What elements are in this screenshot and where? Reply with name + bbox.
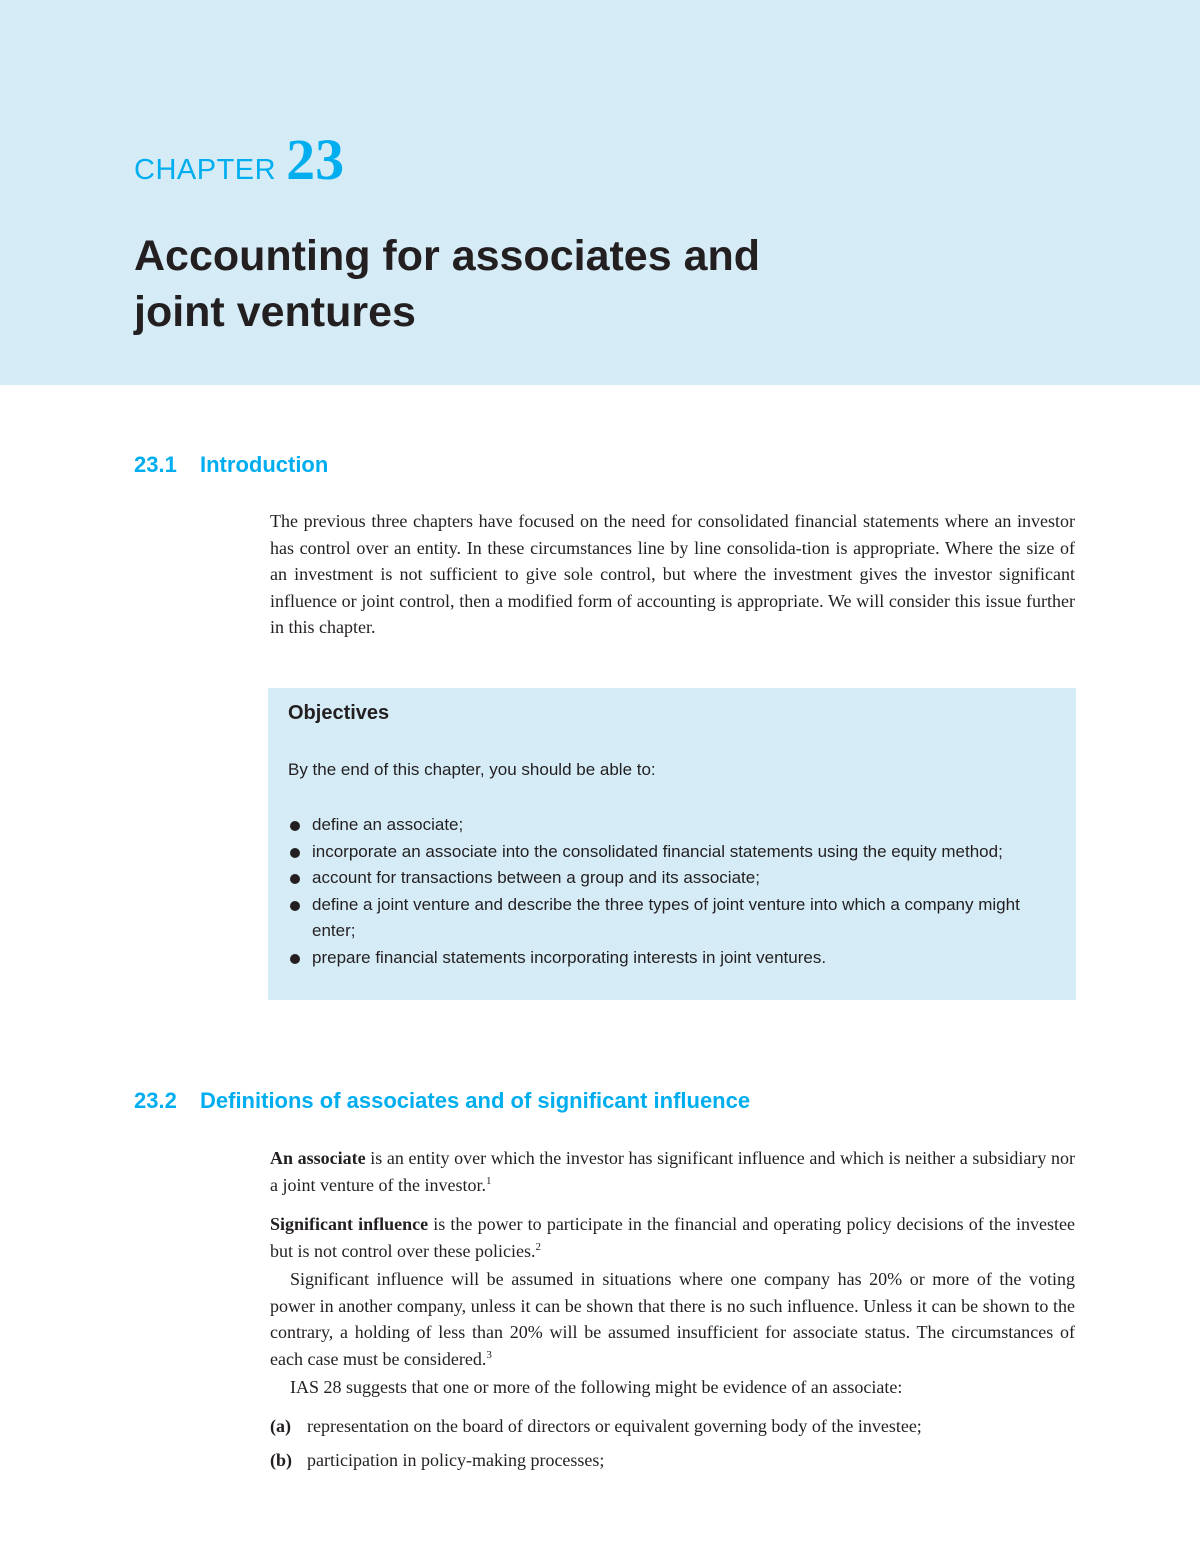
paragraph-text: Significant influence will be assumed in situations where one company has 20% or more of the voting power in another company, unless it can be shown that there is no such influence. Unless it can be shown to the contrary, a holding of less than 20% will be assumed insufficient for associate status. The circumstances of each case must be considered. (270, 1269, 1075, 1369)
chapter-title-line-2: joint ventures (134, 288, 416, 336)
objectives-title: Objectives (288, 702, 390, 724)
section-heading-introduction (134, 452, 328, 478)
chapter-header-band (0, 0, 1200, 385)
section-title: Introduction (200, 452, 329, 477)
footnote-ref: 1 (485, 1174, 492, 1187)
objective-item (288, 892, 1048, 945)
threshold-paragraph (270, 1266, 1075, 1372)
chapter-number: 23 (286, 127, 345, 192)
objective-text: define an associate; (312, 815, 464, 834)
introduction-paragraph: The previous three chapters have focused on the need for consolidated financial statements where an investor has control over an entity. In these circumstances line by line consolida-tion is appropriate. Where the size of an investment is not sufficient to give sole control, but where the investment gives the investor significant influence or joint control, then a modified form of accounting is appropriate. We will consider this issue further in this chapter. (270, 511, 1075, 637)
section-number: 23.2 (134, 1088, 177, 1113)
bullet-icon (290, 874, 300, 884)
term-significant-influence: Significant influence (270, 1214, 429, 1234)
definition-text: is an entity over which the investor has significant influence and which is neither a subsidiary nor a joint venture of the investor. (270, 1148, 1075, 1195)
evidence-list-item (270, 1447, 1075, 1474)
objective-item (288, 839, 1048, 866)
chapter-title (134, 228, 1034, 340)
objective-item (288, 812, 1048, 839)
chapter-title-line-1: Accounting for associates and (134, 232, 761, 280)
objective-text: account for transactions between a group and its associate; (312, 868, 760, 887)
list-text: participation in policy-making processes; (307, 1450, 605, 1470)
objective-text: prepare financial statements incorporating interests in joint ventures. (312, 947, 827, 967)
objective-text: define a joint venture and describe the three types of joint venture into which a company might enter; (312, 894, 1020, 940)
objective-item (288, 945, 1048, 972)
associate-definition (270, 1145, 1075, 1198)
evidence-intro-paragraph: IAS 28 suggests that one or more of the following might be evidence of an associate: (290, 1377, 903, 1397)
bullet-icon (290, 821, 300, 831)
section-title: Definitions of associates and of significant influence (200, 1088, 751, 1113)
evidence-list-item (270, 1413, 1075, 1440)
objectives-list (288, 812, 1048, 971)
objective-item (288, 865, 1048, 892)
objectives-intro: By the end of this chapter, you should be able to: (288, 760, 656, 779)
list-label: (a) (270, 1416, 291, 1436)
definition-text: is the power to participate in the financial and operating policy decisions of the investee but is not control over these policies. (270, 1214, 1076, 1261)
section-heading-definitions (134, 1088, 750, 1114)
footnote-ref: 2 (535, 1240, 541, 1253)
chapter-word: CHAPTER (134, 154, 277, 186)
list-text: representation on the board of directors or equivalent governing body of the investee; (307, 1416, 922, 1436)
significant-influence-definition (270, 1211, 1075, 1264)
list-label: (b) (270, 1450, 292, 1470)
section-number: 23.1 (134, 452, 177, 477)
bullet-icon (290, 848, 300, 858)
chapter-label (134, 126, 344, 193)
footnote-ref: 3 (486, 1348, 492, 1361)
objectives-box (268, 688, 1076, 1000)
bullet-icon (290, 954, 300, 964)
term-associate: An associate (270, 1148, 366, 1168)
bullet-icon (290, 901, 300, 911)
objective-text: incorporate an associate into the consolidated financial statements using the equity method; (312, 841, 1003, 861)
